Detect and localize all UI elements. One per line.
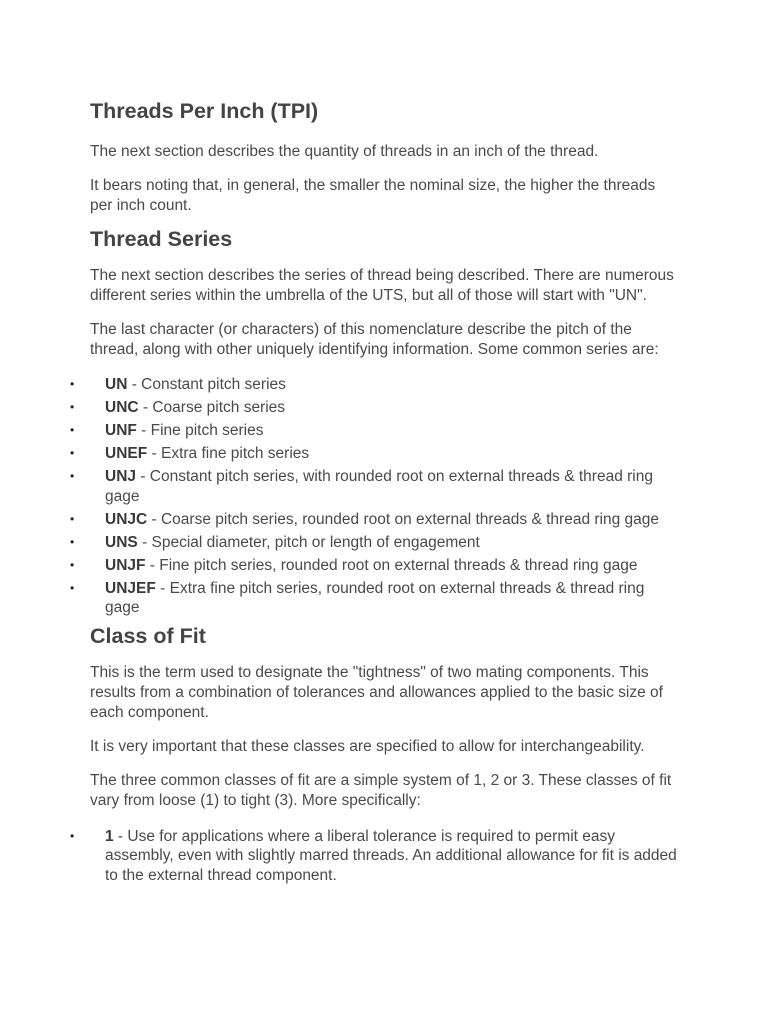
fit-paragraph-1: This is the term used to designate the "tightness" of two mating components. This results from a combination of tolerances and allowances applied to the basic size of each component. xyxy=(90,663,663,721)
fit-paragraph-3: The three common classes of fit are a simple system of 1, 2 or 3. These classes of fit vary from loose (1) to tight (3). More specifically: xyxy=(90,771,672,809)
heading-thread-series: Thread Series xyxy=(90,227,233,251)
bullet-icon: • xyxy=(70,446,75,460)
bullet-icon: • xyxy=(70,423,75,437)
series-description: - Coarse pitch series, rounded root on external threads & thread ring gage xyxy=(147,510,659,528)
list-item xyxy=(70,533,680,553)
series-code: UN xyxy=(105,376,128,393)
series-description: - Extra fine pitch series xyxy=(147,445,310,462)
series-description: - Fine pitch series xyxy=(136,422,264,439)
heading-threads-per-inch: Threads Per Inch (TPI) xyxy=(90,99,319,123)
series-code: UNJF xyxy=(105,556,146,574)
series-paragraph-2: The last character (or characters) of this nomenclature describe the pitch of the thread, along with other uniquely identifying information. Some common series are: xyxy=(90,321,659,358)
fit-class-code: 1 xyxy=(105,827,114,845)
series-paragraph-1: The next section describes the series of thread being described. There are numerous different series within the umbrella of the UTS, but all of those will start with "UN". xyxy=(90,267,674,304)
series-description: - Constant pitch series, with rounded root on external threads & thread ring gage xyxy=(105,468,653,505)
tpi-paragraph-1: The next section describes the quantity of threads in an inch of the thread. xyxy=(90,143,599,160)
bullet-icon: • xyxy=(70,377,75,391)
series-description: - Special diameter, pitch or length of engagement xyxy=(137,533,480,551)
list-item xyxy=(70,827,680,886)
class-of-fit-list xyxy=(70,827,680,886)
list-item xyxy=(70,398,680,418)
series-code: UNJEF xyxy=(105,579,156,597)
series-code: UNJC xyxy=(105,510,148,528)
series-code: UNC xyxy=(105,399,139,416)
fit-paragraph-2: It is very important that these classes are specified to allow for interchangeability. xyxy=(90,737,645,755)
document-page xyxy=(70,97,680,889)
list-item xyxy=(70,556,680,576)
bullet-icon: • xyxy=(70,511,75,526)
list-item xyxy=(70,579,680,618)
list-item xyxy=(70,421,680,441)
list-item xyxy=(70,467,680,506)
series-description: - Constant pitch series xyxy=(127,376,286,393)
series-description: - Fine pitch series, rounded root on external threads & thread ring gage xyxy=(145,556,638,574)
series-code: UNS xyxy=(105,533,138,551)
series-code: UNEF xyxy=(105,445,148,462)
bullet-icon: • xyxy=(70,534,75,549)
bullet-icon: • xyxy=(70,828,75,843)
bullet-icon: • xyxy=(70,400,75,414)
list-item xyxy=(70,510,680,530)
series-code: UNF xyxy=(105,422,137,439)
fit-class-description: - Use for applications where a liberal tolerance is required to permit easy assembly, even with slightly marred threads. An additional allowance for fit is added to the external thread component. xyxy=(105,827,677,884)
heading-class-of-fit: Class of Fit xyxy=(90,623,206,648)
thread-series-list xyxy=(70,375,680,618)
series-description: - Extra fine pitch series, rounded root on external threads & thread ring gage xyxy=(105,579,645,616)
bullet-icon: • xyxy=(70,580,75,595)
list-item xyxy=(70,444,680,464)
list-item xyxy=(70,375,680,395)
series-code: UNJ xyxy=(105,468,137,485)
tpi-paragraph-2: It bears noting that, in general, the smaller the nominal size, the higher the threads per inch count. xyxy=(90,177,656,214)
bullet-icon: • xyxy=(70,557,75,572)
series-description: - Coarse pitch series xyxy=(138,399,286,416)
bullet-icon: • xyxy=(70,469,75,483)
